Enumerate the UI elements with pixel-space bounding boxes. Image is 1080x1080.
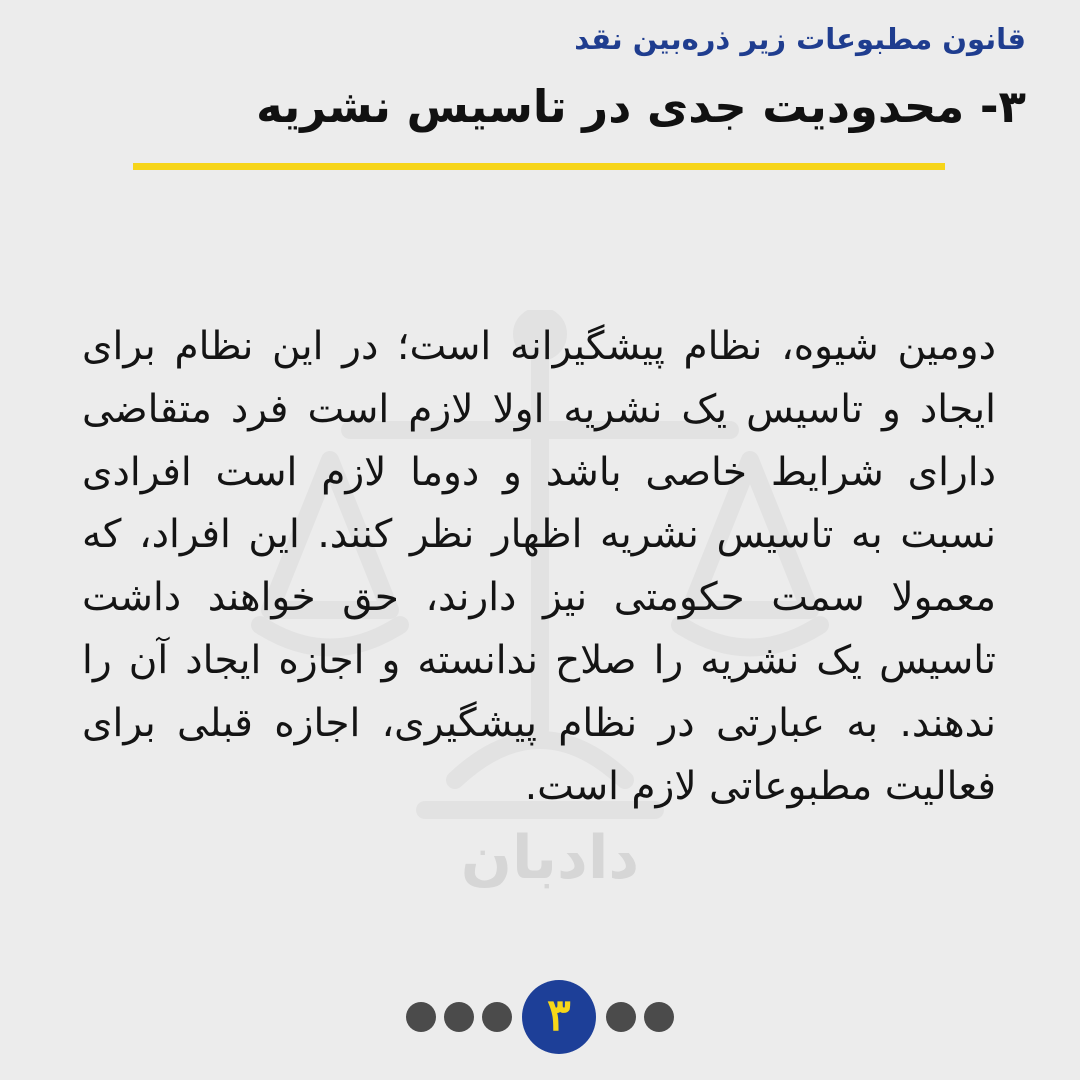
series-title: قانون مطبوعات زیر ذره‌بین نقد <box>574 22 1026 56</box>
body-paragraph: دومین شیوه، نظام پیشگیرانه است؛ در این نظام برای ایجاد و تاسیس یک نشریه اولا لازم است فرد متقاضی دارای شرایط خاصی باشد و دوما لازم است افرادی نسبت به تاسیس نشریه اظهار نظر کنند. این افراد، که معمولا سمت حکومتی نیز دارند، حق خواهند داشت تاسیس یک نشریه را صلاح ندانسته و اجازه ایجاد آن را ندهند. به عبارتی در نظام پیشگیری، اجازه قبلی برای فعالیت مطبوعاتی لازم است. <box>82 324 996 809</box>
page-dot-2[interactable] <box>444 1002 474 1032</box>
page-dot-5[interactable] <box>606 1002 636 1032</box>
current-page-indicator[interactable] <box>522 980 596 1054</box>
page-dot-1[interactable] <box>406 1002 436 1032</box>
pagination <box>0 980 1080 1054</box>
current-page-number: ۳ <box>547 991 571 1040</box>
page-dot-3[interactable] <box>482 1002 512 1032</box>
page-dot-6[interactable] <box>644 1002 674 1032</box>
page-title: ۳- محدودیت جدی در تاسیس نشریه <box>256 80 1026 133</box>
watermark-text: دادبان <box>460 823 640 893</box>
title-underline <box>133 163 945 170</box>
